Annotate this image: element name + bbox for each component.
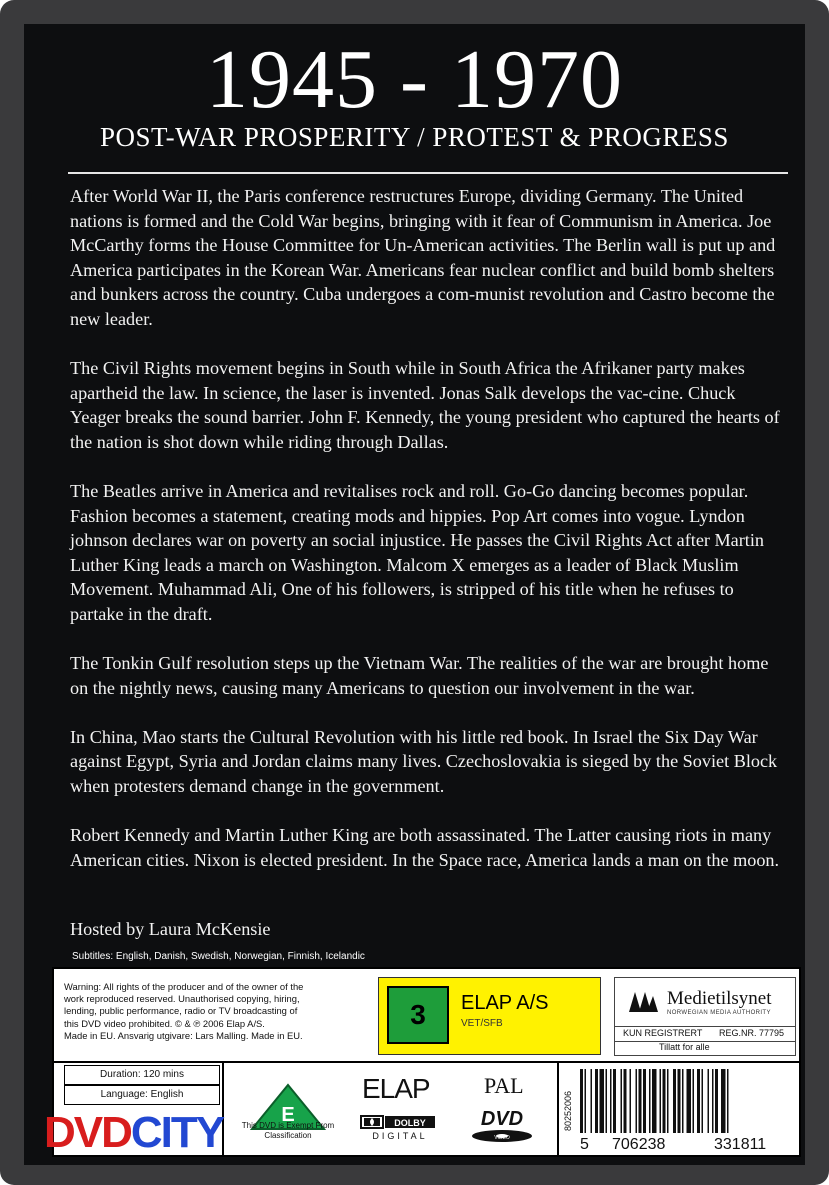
legal-line: Made in EU. Ansvarig utgivare: Lars Malling. Made in EU. bbox=[64, 1029, 303, 1041]
pal-format: PAL bbox=[484, 1073, 524, 1098]
barcode-bar bbox=[660, 1069, 662, 1133]
exempt-text: This DVD is Exempt From Classification bbox=[241, 1121, 335, 1140]
barcode-bar bbox=[663, 1069, 666, 1133]
barcode-bar bbox=[652, 1069, 657, 1133]
barcode-bar bbox=[727, 1069, 729, 1133]
registration-status: KUN REGISTRERT bbox=[623, 1028, 703, 1038]
barcode-bar bbox=[591, 1069, 593, 1133]
barcode-bar bbox=[636, 1069, 638, 1133]
medietilsynet-box bbox=[614, 977, 796, 1056]
rating-authority: VET/SFB bbox=[461, 1018, 503, 1029]
barcode-bar bbox=[667, 1069, 669, 1133]
barcode-bar bbox=[693, 1069, 695, 1133]
paragraph: In China, Mao starts the Cultural Revolution with his little red book. In Israel the Six Day War against Egypt, Syria and Jordan claims many lives. Czechoslovakia is sieged by the Soviet Block when protesters demand change in the government. bbox=[70, 726, 778, 796]
medietilsynet-logo-icon bbox=[627, 988, 659, 1014]
title-rule bbox=[68, 172, 788, 174]
paragraph: The Beatles arrive in America and revitalises rock and roll. Go-Go dancing becomes popular. Fashion becomes a statement, creating mods and hippies. Pop Art comes into vogue. Lyndon johnson declares war on poverty an social injustice. He passes the Civil Rights Act after Martin Luther King leads a march on Washington. Malcom X emerges as a leader of Black Muslim Movement. Muhammad Ali, One of his followers, is stripped of his title when he refuses to partake in the draft. bbox=[70, 480, 764, 624]
allowed-for-all: Tillatt for alle bbox=[659, 1042, 710, 1052]
barcode-bar bbox=[702, 1069, 704, 1133]
catalog-number bbox=[562, 1073, 574, 1133]
dolby-digital-logo-icon bbox=[360, 1115, 440, 1141]
barcode-bar bbox=[639, 1069, 642, 1133]
barcode-bar bbox=[613, 1069, 616, 1133]
barcode-bar bbox=[687, 1069, 692, 1133]
barcode-bar bbox=[595, 1069, 598, 1133]
duration: Duration: 120 mins bbox=[64, 1065, 220, 1085]
dvdcity-watermark bbox=[44, 1108, 223, 1158]
rating-company: ELAP A/S bbox=[461, 992, 549, 1014]
age-rating-badge: 3 bbox=[387, 986, 449, 1044]
paragraph: After World War II, the Paris conference restructures Europe, dividing Germany. The United nations is formed and the Cold War begins, bringing with it fear of Communism in America. Joe McCarthy forms the House Committee for Un-American activities. The Berlin wall is put up and America participates in the Korean War. Americans fear nuclear conflict and build bomb shelters and bunkers across the country. Cuba undergoes a com-munist revolution and Castro become the new leader. bbox=[70, 186, 776, 329]
barcode-bar bbox=[682, 1069, 684, 1133]
barcode-bar bbox=[606, 1069, 608, 1133]
watermark-part1: DVD bbox=[44, 1108, 131, 1157]
paragraph: The Civil Rights movement begins in South while in South Africa the Afrikaner party makes apartheid the law. In science, the laser is invented. Jonas Salk develops the vac-cine. Chuck Yeager breaks the sound barrier. John F. Kennedy, the young president who captured the hearts of the nation is shot down while riding through Dallas. bbox=[70, 358, 780, 452]
barcode-bar bbox=[712, 1069, 714, 1133]
barcode-bar bbox=[600, 1069, 605, 1133]
dolby-label: DOLBY bbox=[394, 1118, 426, 1128]
barcode-bar bbox=[621, 1069, 623, 1133]
watermark-part2: CITY bbox=[130, 1108, 224, 1157]
barcode-bar bbox=[630, 1069, 632, 1133]
legal-line: work reproduced reserved. Unauthorised copying, hiring, bbox=[64, 993, 300, 1005]
host-credit: Hosted by Laura McKensie bbox=[70, 919, 271, 939]
legal-warning bbox=[64, 981, 354, 1042]
dvd-video-logo-icon bbox=[464, 1105, 540, 1145]
language: Language: English bbox=[64, 1085, 220, 1105]
barcode-bar bbox=[585, 1069, 587, 1133]
video-label: VIDEO bbox=[494, 1135, 510, 1141]
registration-number: REG.NR. 77795 bbox=[719, 1028, 785, 1038]
synopsis bbox=[70, 184, 786, 897]
barcode-bar bbox=[580, 1069, 583, 1133]
barcode-digit-2: 706238 bbox=[612, 1136, 666, 1153]
medietilsynet-name: Medietilsynet bbox=[667, 988, 772, 1009]
catalog-text: 80252006 bbox=[563, 1090, 573, 1131]
title: 1945 - 1970 bbox=[206, 33, 623, 126]
legal-line: Warning: All rights of the producer and of the owner of the bbox=[64, 981, 304, 992]
barcode-bar bbox=[673, 1069, 676, 1133]
barcode-digit-1: 5 bbox=[580, 1136, 589, 1153]
subtitles-list: Subtitles: English, Danish, Swedish, Norwegian, Finnish, Icelandic bbox=[72, 951, 365, 962]
barcode-bar bbox=[715, 1069, 718, 1133]
barcode-bar bbox=[643, 1069, 646, 1133]
registration-row bbox=[615, 1026, 795, 1042]
medietilsynet-tagline: NORWEGIAN MEDIA AUTHORITY bbox=[667, 1010, 771, 1016]
barcode-bar bbox=[721, 1069, 726, 1133]
barcode-bar bbox=[610, 1069, 612, 1133]
legal-line: this DVD video prohibited. © & ℗ 2006 Elap A/S. bbox=[64, 1017, 265, 1029]
dvd-label: DVD bbox=[480, 1108, 524, 1130]
subtitle: POST-WAR PROSPERITY / PROTEST & PROGRESS bbox=[100, 122, 729, 152]
barcode-bar bbox=[708, 1069, 710, 1133]
panel-divider bbox=[54, 1061, 799, 1063]
paragraph: The Tonkin Gulf resolution steps up the Vietnam War. The realities of the war are brought home on the nightly news, causing many Americans to question our involvement in the war. bbox=[70, 653, 769, 698]
barcode-digit-3: 331811 bbox=[714, 1136, 767, 1153]
barcode-bar bbox=[678, 1069, 681, 1133]
age-rating-box bbox=[378, 977, 601, 1055]
exempt-badge: E bbox=[281, 1104, 295, 1126]
barcode-icon bbox=[576, 1069, 796, 1133]
panel-divider bbox=[557, 1061, 559, 1157]
barcode-bar bbox=[624, 1069, 627, 1133]
barcode-bar bbox=[649, 1069, 651, 1133]
digital-label: DIGITAL bbox=[372, 1131, 428, 1141]
barcode-bar bbox=[697, 1069, 700, 1133]
paragraph: Robert Kennedy and Martin Luther King are both assassinated. The Latter causing riots in many American cities. Nixon is elected president. In the Space race, America lands a man on the moon. bbox=[70, 824, 780, 870]
legal-line: lending, public performance, radio or TV broadcasting of bbox=[64, 1005, 298, 1017]
elap-logo: ELAP bbox=[362, 1073, 430, 1104]
